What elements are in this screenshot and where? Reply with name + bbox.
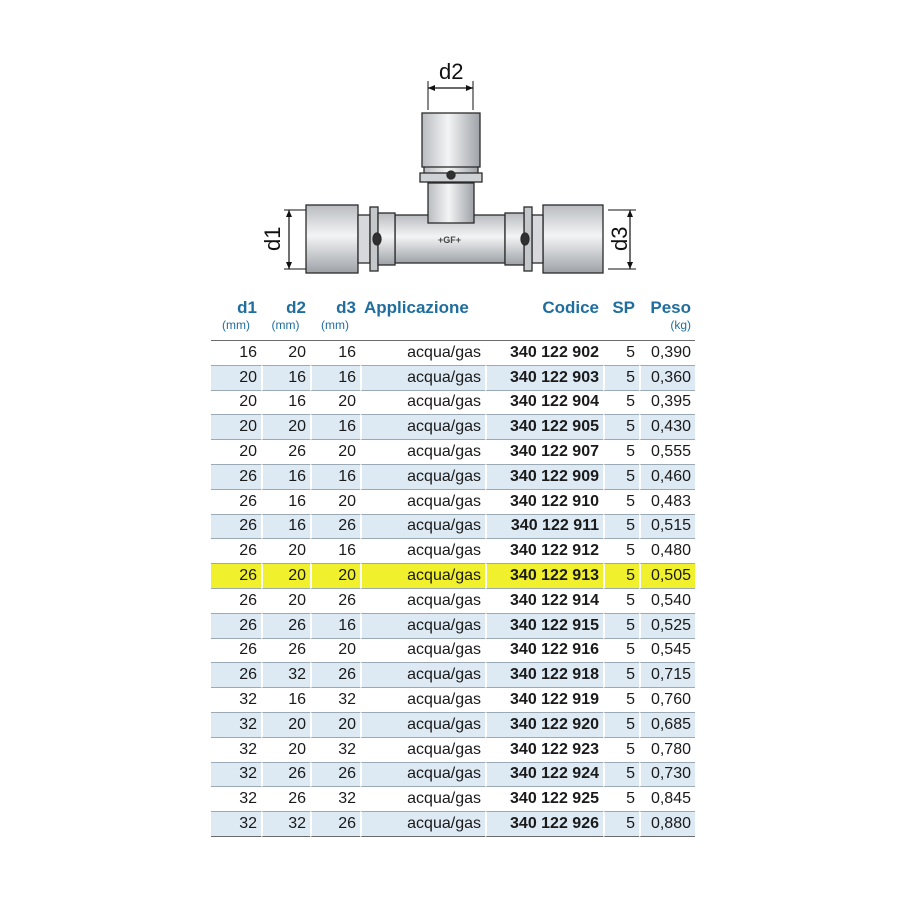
fitting-body (306, 113, 603, 273)
cell-codice: 340 122 916 (485, 639, 603, 664)
cell-d3: 20 (310, 713, 360, 738)
cell-sp: 5 (603, 738, 639, 763)
cell-d1: 26 (211, 639, 261, 664)
table-row (211, 415, 695, 440)
cell-d3: 32 (310, 738, 360, 763)
cell-d1: 26 (211, 539, 261, 564)
cell-sp: 5 (603, 440, 639, 465)
cell-d2: 20 (261, 564, 310, 589)
unit-d3: (mm) (310, 318, 360, 341)
cell-applicazione: acqua/gas (360, 465, 485, 490)
col-header-d1: d1 (237, 298, 257, 317)
cell-d2: 16 (261, 465, 310, 490)
table-row (211, 490, 695, 515)
col-header-applicazione: Applicazione (364, 298, 469, 317)
cell-sp: 5 (603, 688, 639, 713)
cell-codice: 340 122 912 (485, 539, 603, 564)
cell-d2: 16 (261, 366, 310, 391)
cell-codice: 340 122 907 (485, 440, 603, 465)
cell-peso: 0,515 (639, 515, 695, 540)
cell-codice: 340 122 915 (485, 614, 603, 639)
cell-d3: 16 (310, 539, 360, 564)
cell-peso: 0,760 (639, 688, 695, 713)
cell-d3: 16 (310, 614, 360, 639)
d2-dimension (428, 59, 473, 110)
table-row (211, 812, 695, 837)
d1-dimension (260, 210, 306, 269)
cell-d1: 32 (211, 812, 261, 837)
cell-codice: 340 122 923 (485, 738, 603, 763)
cell-applicazione: acqua/gas (360, 738, 485, 763)
cell-sp: 5 (603, 391, 639, 416)
header-row (211, 292, 695, 318)
cell-codice: 340 122 904 (485, 391, 603, 416)
table-row (211, 688, 695, 713)
cell-d3: 20 (310, 490, 360, 515)
cell-applicazione: acqua/gas (360, 713, 485, 738)
cell-applicazione: acqua/gas (360, 515, 485, 540)
cell-applicazione: acqua/gas (360, 787, 485, 812)
cell-peso: 0,845 (639, 787, 695, 812)
cell-applicazione: acqua/gas (360, 663, 485, 688)
cell-applicazione: acqua/gas (360, 614, 485, 639)
cell-peso: 0,715 (639, 663, 695, 688)
cell-d1: 32 (211, 763, 261, 788)
table-row (211, 589, 695, 614)
cell-d1: 26 (211, 564, 261, 589)
cell-d1: 20 (211, 391, 261, 416)
cell-sp: 5 (603, 415, 639, 440)
cell-applicazione: acqua/gas (360, 415, 485, 440)
cell-peso: 0,505 (639, 564, 695, 589)
cell-codice: 340 122 926 (485, 812, 603, 837)
cell-d3: 16 (310, 415, 360, 440)
cell-sp: 5 (603, 787, 639, 812)
cell-d1: 32 (211, 688, 261, 713)
table-row (211, 465, 695, 490)
unit-row (211, 318, 695, 341)
cell-d2: 26 (261, 787, 310, 812)
col-header-sp: SP (612, 298, 635, 317)
cell-codice: 340 122 903 (485, 366, 603, 391)
table-row (211, 639, 695, 664)
cell-sp: 5 (603, 341, 639, 366)
product-table (211, 292, 695, 837)
cell-applicazione: acqua/gas (360, 366, 485, 391)
col-header-d3: d3 (336, 298, 356, 317)
cell-d1: 20 (211, 415, 261, 440)
cell-peso: 0,780 (639, 738, 695, 763)
cell-d1: 26 (211, 663, 261, 688)
cell-d1: 20 (211, 366, 261, 391)
unit-d1: (mm) (211, 318, 261, 341)
cell-d3: 20 (310, 391, 360, 416)
cell-d3: 26 (310, 763, 360, 788)
cell-peso: 0,880 (639, 812, 695, 837)
unit-d2: (mm) (261, 318, 310, 341)
cell-d3: 26 (310, 663, 360, 688)
table-row (211, 515, 695, 540)
cell-peso: 0,430 (639, 415, 695, 440)
cell-d1: 32 (211, 787, 261, 812)
cell-d2: 20 (261, 415, 310, 440)
cell-d1: 26 (211, 490, 261, 515)
cell-sp: 5 (603, 564, 639, 589)
table-row (211, 391, 695, 416)
cell-sp: 5 (603, 614, 639, 639)
cell-d2: 32 (261, 812, 310, 837)
cell-codice: 340 122 925 (485, 787, 603, 812)
cell-d3: 32 (310, 787, 360, 812)
tee-fitting-drawing (240, 55, 660, 285)
d3-label: d3 (607, 226, 632, 251)
cell-d1: 26 (211, 515, 261, 540)
cell-applicazione: acqua/gas (360, 589, 485, 614)
cell-d1: 32 (211, 713, 261, 738)
cell-d1: 26 (211, 465, 261, 490)
cell-peso: 0,480 (639, 539, 695, 564)
cell-d2: 26 (261, 614, 310, 639)
cell-d2: 20 (261, 539, 310, 564)
cell-d3: 26 (310, 589, 360, 614)
cell-applicazione: acqua/gas (360, 341, 485, 366)
cell-d3: 26 (310, 515, 360, 540)
unit-peso: (kg) (639, 318, 695, 341)
table-row (211, 539, 695, 564)
cell-codice: 340 122 902 (485, 341, 603, 366)
col-header-d2: d2 (286, 298, 306, 317)
cell-codice: 340 122 905 (485, 415, 603, 440)
cell-applicazione: acqua/gas (360, 564, 485, 589)
cell-applicazione: acqua/gas (360, 391, 485, 416)
cell-sp: 5 (603, 812, 639, 837)
table-row (211, 787, 695, 812)
cell-applicazione: acqua/gas (360, 440, 485, 465)
cell-codice: 340 122 919 (485, 688, 603, 713)
cell-d2: 16 (261, 490, 310, 515)
cell-d3: 20 (310, 564, 360, 589)
col-header-codice: Codice (542, 298, 599, 317)
cell-d3: 32 (310, 688, 360, 713)
table-row (211, 663, 695, 688)
d1-label: d1 (260, 226, 285, 251)
cell-codice: 340 122 913 (485, 564, 603, 589)
cell-peso: 0,540 (639, 589, 695, 614)
cell-d1: 32 (211, 738, 261, 763)
cell-peso: 0,483 (639, 490, 695, 515)
cell-codice: 340 122 924 (485, 763, 603, 788)
cell-d1: 26 (211, 614, 261, 639)
table-row (211, 738, 695, 763)
col-header-peso: Peso (650, 298, 691, 317)
cell-codice: 340 122 920 (485, 713, 603, 738)
cell-codice: 340 122 918 (485, 663, 603, 688)
cell-d1: 20 (211, 440, 261, 465)
unit-sp (603, 318, 639, 341)
cell-d2: 26 (261, 763, 310, 788)
cell-d3: 20 (310, 440, 360, 465)
cell-peso: 0,460 (639, 465, 695, 490)
cell-sp: 5 (603, 465, 639, 490)
cell-d2: 16 (261, 391, 310, 416)
cell-peso: 0,555 (639, 440, 695, 465)
cell-sp: 5 (603, 589, 639, 614)
cell-sp: 5 (603, 515, 639, 540)
cell-peso: 0,360 (639, 366, 695, 391)
cell-codice: 340 122 911 (485, 515, 603, 540)
table-row (211, 440, 695, 465)
cell-codice: 340 122 910 (485, 490, 603, 515)
table-row (211, 366, 695, 391)
table-row (211, 763, 695, 788)
cell-sp: 5 (603, 763, 639, 788)
cell-d3: 16 (310, 465, 360, 490)
table-row (211, 341, 695, 366)
cell-peso: 0,545 (639, 639, 695, 664)
d2-label: d2 (439, 59, 464, 84)
cell-sp: 5 (603, 366, 639, 391)
cell-d2: 26 (261, 639, 310, 664)
cell-sp: 5 (603, 639, 639, 664)
cell-peso: 0,730 (639, 763, 695, 788)
table-row (211, 713, 695, 738)
unit-codice (485, 318, 603, 341)
cell-applicazione: acqua/gas (360, 490, 485, 515)
cell-d1: 26 (211, 589, 261, 614)
d3-dimension (607, 210, 636, 269)
cell-d2: 20 (261, 589, 310, 614)
cell-d3: 26 (310, 812, 360, 837)
cell-applicazione: acqua/gas (360, 639, 485, 664)
cell-d2: 26 (261, 440, 310, 465)
cell-codice: 340 122 914 (485, 589, 603, 614)
gf-logo: +GF+ (438, 235, 462, 245)
cell-d3: 16 (310, 366, 360, 391)
cell-d3: 20 (310, 639, 360, 664)
cell-applicazione: acqua/gas (360, 812, 485, 837)
cell-d1: 16 (211, 341, 261, 366)
cell-peso: 0,525 (639, 614, 695, 639)
unit-applicazione (360, 318, 485, 341)
cell-sp: 5 (603, 713, 639, 738)
cell-peso: 0,395 (639, 391, 695, 416)
cell-d2: 20 (261, 738, 310, 763)
cell-sp: 5 (603, 539, 639, 564)
cell-d2: 32 (261, 663, 310, 688)
cell-sp: 5 (603, 663, 639, 688)
cell-peso: 0,390 (639, 341, 695, 366)
cell-d2: 16 (261, 515, 310, 540)
table-body (211, 341, 695, 837)
cell-applicazione: acqua/gas (360, 688, 485, 713)
cell-sp: 5 (603, 490, 639, 515)
cell-applicazione: acqua/gas (360, 763, 485, 788)
cell-peso: 0,685 (639, 713, 695, 738)
cell-d2: 20 (261, 713, 310, 738)
cell-codice: 340 122 909 (485, 465, 603, 490)
cell-d2: 20 (261, 341, 310, 366)
cell-d3: 16 (310, 341, 360, 366)
cell-d2: 16 (261, 688, 310, 713)
table-row (211, 564, 695, 589)
cell-applicazione: acqua/gas (360, 539, 485, 564)
table-row (211, 614, 695, 639)
